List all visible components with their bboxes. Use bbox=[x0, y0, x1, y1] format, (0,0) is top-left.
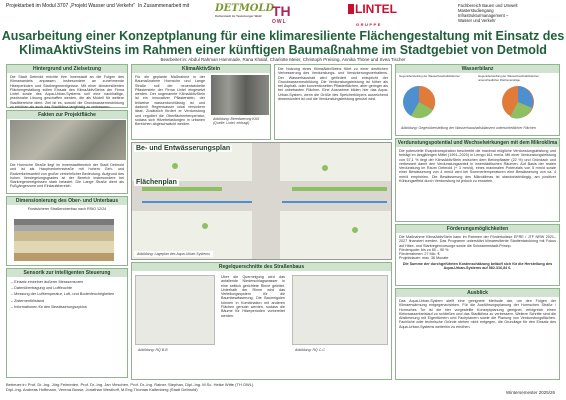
tree-symbol bbox=[172, 163, 178, 169]
list-item: – Messung der Lufttemperatur, Luft- und Bodenfeuchtigkeiten bbox=[11, 291, 123, 297]
green-strip bbox=[292, 187, 387, 191]
list-item: – Einsatz einzelner äußerer Messsensoren bbox=[11, 279, 123, 285]
figure-caption: Abbildung: RQ B-B bbox=[138, 348, 168, 352]
cross-section-b-drawing bbox=[135, 275, 215, 345]
section-cross-sections bbox=[131, 262, 392, 380]
section-dimensioning bbox=[6, 196, 128, 266]
poster-title-line-2: KlimaAktivSteins im Rahmen einer künftigen Baumaßnahme im Stadtgebiet von Detmold bbox=[19, 43, 547, 57]
section-text: Die Hornsche Straße liegt im Innenstadtbereich der Stadt Detmold und ist als Hauptverkehrsstraße mit hohem Geh- und Radverkehrsanteil von großer verkehrlicher Bedeutung. Aufgrund des hohen Versiegelungsgrades ist der Bereich insbesondere bei Starkregenereignissen stark belastet. Die Lange Straße dient als Fußgängerzone und Einkaufsbereich. bbox=[10, 163, 124, 189]
th-owl-logo: TH OWL bbox=[272, 3, 291, 25]
list-item: Förderrahmen: 27 Mio. € bbox=[399, 252, 440, 257]
water-balance-pie-chart-b bbox=[480, 80, 556, 124]
project-area-photo bbox=[10, 120, 126, 160]
section-evaporation bbox=[395, 138, 560, 222]
section-sensors bbox=[6, 268, 128, 378]
module-label: Projektarbeit im Modul 3707 „Projekt Wasser und Verkehr“ bbox=[6, 3, 136, 9]
site-plan-map bbox=[131, 142, 392, 260]
lintel-logo: LINTEL GRUPPE bbox=[348, 4, 400, 26]
section-text: Für die geplante Maßnahme in der Baumaßnahme Hornsche und Lange Straße soll der neuentwickelte Pflasterstein der Firma Lintel eingesetzt werden. Der sogenannte KlimaAktivStein ist ein innovativer Pflasterstein, der teilweise wasserdurchlässig ist und dadurch Regenwasser lokal versickern lässt. Zusätzlich fördert er Verdunstung und reguliert die Oberflächentemperatur, sodass sich Hitzebelastungen in urbanen Bereichen abgeschwächt werden. bbox=[135, 75, 205, 127]
supervisors-line-2: Dipl.-Ing. Andreas Hoffmann, Verena Busse, Jonathan Westhoff, M.Eng Thomas Kaltenberg (Stadt Detmold) bbox=[6, 387, 198, 392]
cost-estimate: Die Summe der durchgeführten Kostenschätzung beläuft sich für die Herstellung des Aqua-Urban-Systems auf 582.316,84 €. bbox=[402, 261, 553, 271]
section-heading: Hintergrund und Zielsetzung bbox=[7, 65, 127, 73]
section-heading: Förderungsmöglichkeiten bbox=[396, 225, 559, 233]
section-klimaaktivstein bbox=[131, 64, 271, 140]
authors: Bearbeiter:in: Abdul Rahman Hammade, Rana Khalaf, Charlotte Meier, Christoph Preising, Annika Thöne und Svea Tischer bbox=[160, 57, 406, 62]
list-item: – Informationen für den Bewässerungszyklus bbox=[11, 304, 123, 310]
section-heading: Fakten zur Projektfläche bbox=[7, 111, 127, 119]
chart-title: Gegenüberstellung der Wasserhaushaltsbilanzen bbox=[399, 74, 460, 78]
supervisors bbox=[6, 382, 253, 392]
paving-stone-image bbox=[211, 75, 269, 115]
section-outlook bbox=[395, 288, 560, 380]
cooperation-label: In Zusammenarbeit mit bbox=[138, 3, 190, 9]
tree-symbol bbox=[322, 165, 328, 171]
plan-label-surface: Flächenplan bbox=[136, 179, 177, 186]
figure-caption: Abbildung: Beredwerong KAS (Quelle: Lintel, eintragt) bbox=[213, 117, 260, 125]
green-strip bbox=[142, 187, 222, 191]
poster-title-line-1: Ausarbeitung einer Konzeptplanung für eine klimaresiliente Flächengestaltung mit Einsatz des bbox=[1, 29, 565, 43]
section-funding bbox=[395, 224, 560, 286]
funding-list bbox=[396, 248, 559, 261]
water-balance-pie-chart-a bbox=[399, 80, 475, 124]
section-heading: Regelquerschnitte des Straßenbaus bbox=[132, 263, 391, 271]
sensor-list bbox=[7, 277, 127, 312]
section-heading: Verdunstungspotential und Wechselwirkungen mit dem Mikroklima bbox=[397, 140, 558, 146]
section-heading: Sensorik zur intelligenten Steuerung bbox=[7, 269, 127, 277]
list-item: Projektdauer: max. 36 Monate bbox=[399, 256, 449, 261]
section-water-balance-text bbox=[274, 64, 392, 140]
section-text: Die Nutzung eines KlimaAktivSteins führt zu einer deutlichen Verbesserung des Verdunstungs- und Versickerungsverhaltens. Der Wasserhaushalt wird gefördert und entspricht der Grundwasserneubildung. Die Verdunstungsleistung ist höher als bei Asphalt- oder konventionellen Pflasterflächen, aber geringer als bei unbebauten Flächen. Eine Ausnahme bilden hier das Aqua-Urban-System, wenn die Größe des Speicherkörpers ausreichend dimensioniert ist und die Verdunstungsleistung genutzt wird. bbox=[278, 67, 388, 102]
detmold-logo: DETMOLD Kulturstadt im Teutoburger Wald bbox=[215, 3, 275, 18]
section-heading: KlimaAktivStein bbox=[132, 65, 270, 73]
list-item: – Zisternenfüllstand bbox=[11, 298, 123, 304]
section-heading: Ausblick bbox=[396, 289, 559, 297]
list-item: – Datenübertragung und Luftfeuchte bbox=[11, 285, 123, 291]
tree-symbol bbox=[352, 227, 358, 233]
road-surface bbox=[252, 143, 280, 260]
plan-label-drainage: Be- und Entwässerungsplan bbox=[136, 145, 231, 152]
chart-title: Gegenüberstellung der Wasserhaushaltsbilanzen unterschiedlicher Flächeneinträge bbox=[478, 74, 539, 82]
section-text: Die potenzielle Evapotranspiration beschreibt die maximal mögliche Verdunstungsleistung und beträgt im langjährigen Mittel (1991–2020) in Lemgo 611 mm/a. Mit einer Verdunstungsleistung von 57,1 % liegt der KlimaAktivStein zwischen dem Betonpflaster (22 %) und Gründach und verbessert damit den Verdunstungsanteil in innerstädtischen Räumen. Auf Basis der realen Verdunstung im Raum Detmold (+ 3 mm/d), eines maximalen Potenzials von 5 mm/d sowie einer Bewässerung von 4 mm/d wird bei Sommertemperaturen eine Bewässerung von ca. 4 mm/d empfohlen. Die Bewässerung des Mikroklimas ist standortabhängig, am positiver Kühlungseffekt durch Verdunstung ist jedoch zu erwarten. bbox=[399, 149, 556, 184]
supervisors-line-1: Betreuer:in: Prof. Dr.-Ing. Jörg Felmeden, Prof. Dr.-Ing. Jan Vieschen, Prof. Dr.-Ing. Rainer. Stephan, Dipl.-Ing. M.Sc. Heike Witte (TH OWL) bbox=[6, 382, 254, 387]
section-text: Die Maßnahme KlimaAktivStein kann im Rahmen der Förderkulisse EFRE / JTF NRW 2021–2027 finanziert werden. Das Programm unterstützt klimaresiliente Stadtentwicklung mit Fokus auf Hitze- und Starkregenvorsorge sowie die Schwammstadt-Prinzip. bbox=[399, 235, 556, 248]
section-heading: Wasserbilanz bbox=[396, 65, 559, 73]
drainage-line bbox=[142, 201, 252, 203]
figure-caption: Abbildung: Gegenüberstellung der Wasserhaushaltsbilanzen unterschiedlicher Flächen bbox=[401, 126, 536, 130]
section-text: Das Aqua-Urban-System stellt eine geeignete Methode dar, um den Folgen der Klimaerwärmung entgegenzuwirken. Für die Ausführungsplanung der Hornschen Straße / Hornsches Tor ist die hier vorgestellte Konzeptplanung geeignet, erfolgreich einen Kleinwasserkreislauf zu schließen und das Stadtklima zu verbessern. Weitere Schritte sind die Abstimmung mit Eigentümern und Fachplanern sowie die Planung von Verdunstungsflächen. Fachliche oder technische Gründe stehen nicht entgegen, die Grundlage für den Einsatz des Aqua-Urban-Systems weiterhin zu erhöhen. bbox=[399, 299, 556, 329]
department-info: Fachbereich Bauen und Umwelt Masterstudiengang Infrastrukturmanagement – Wasser und Verkehr bbox=[458, 3, 518, 23]
section-text: Frostsicherer Straßenoberbau nach RStO 12/24 bbox=[27, 207, 107, 211]
section-water-balance bbox=[395, 64, 560, 136]
cross-section-c-drawing bbox=[292, 275, 388, 345]
pavement-layers-diagram bbox=[10, 217, 126, 263]
semester-label: Wintersemester 2025/26 bbox=[506, 390, 556, 395]
list-item: Förderquote: bis zu 80 – 90 % bbox=[399, 247, 449, 252]
section-heading: Dimensionierung des Ober- und Unterbaus bbox=[7, 197, 127, 205]
section-text: Die Stadt Detmold möchte ihre Innenstadt an die Folgen des Klimawandels anpassen, insbesondere an zunehmende Hitzeperioden und Starkregenereignisse. Mit einer klimaresilienten Flächengestaltung sollen Einsatz des KlimaAktivSteins der Firma Lintel sowie des Aqua-Urban-Systems soll eine nachhaltige, praxisnahe Lösung geschaffen werden, die als Modell für weitere Stadtbereiche dient. Ziel ist es, sowohl die Grundwasserneubildung zu erhöhen als auch das Stadtklima langfristig zu verbessern. bbox=[10, 75, 124, 109]
figure-caption: Abbildung: RQ C-C bbox=[295, 348, 325, 352]
figure-caption: Abbildung: Lageplan des Aqua-Urban-Systems bbox=[134, 251, 213, 257]
section-background bbox=[6, 64, 128, 108]
section-text: Über die Querneigung wird das anfallende Niederschlagswasser in eine seitlich gerichtete Rinne geleitet. Unterhalb der Rinne wird das Verteilungssystem für die Baumbewässerung. Die Baumrigolen können in Kombination mit anderen Flächen genutzt werden, sodass die Bäume für Hitzeperioden vorbereitet werden. bbox=[221, 275, 285, 318]
tree-symbol bbox=[202, 223, 208, 229]
section-facts bbox=[6, 110, 128, 194]
drainage-line bbox=[282, 201, 387, 203]
